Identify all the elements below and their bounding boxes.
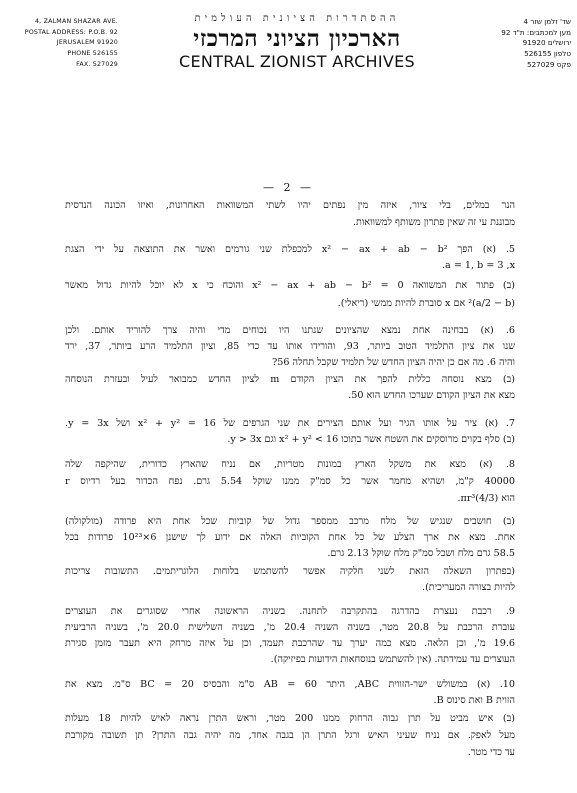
text-line: מבוננת עי זה שאין פתרון משותף למשוואות. <box>352 217 515 228</box>
archive-logo <box>170 13 424 71</box>
question-10b-line: (ב) איש מביט על תרן גבוה הרחוק ממנו 200 מטר, וראש התרן נראה לאיש להיות 18 מעלות <box>65 713 515 724</box>
address-line: FAX. 527029 <box>76 60 118 68</box>
address-line: מען למכתבים: ת"ד 92 <box>501 27 571 37</box>
question-8b-line: (ב) חושבים שנגיש של מלח מרכב ממספר גדול של קוביות שכל אחת היא פרודה (מולקולה) <box>65 516 515 527</box>
organization-tagline: ההסתדרות הציונית העולמית <box>194 13 400 24</box>
question-6a-line: והיה 6. מה אם כן יהיה הציון החדש של תלמיד שקבל תחלה 56? <box>272 357 515 368</box>
question-8a-line: 8. (א) מצא את משקל הארץ במונות מטריות, אם נניח שהארץ כדורית, שהיקפה שלה <box>65 459 515 470</box>
address-hebrew <box>453 17 571 71</box>
question-7a-line: 7. (א) ציר על אותו הגיר ועל אותם הצירים את שני הגרפים של x² + y² = 16 ושל y = 3x. <box>65 418 515 429</box>
archive-name-english: CENTRAL ZIONIST ARCHIVES <box>178 52 415 71</box>
text-line: הנר במלים, בלי ציור, איזה מין נפתים יהיו לשתי המשוואות האחרונות, ואיזו הכונה הנדסית <box>65 200 515 211</box>
question-7b-line: (ב) סלף בקוים מרוסקים את השטח אשר בתוכו x² + y² < 16 וגם y > 3x. <box>227 434 515 445</box>
question-9-line: 9. רכבת נעצרת בהדרגה בהתקרבה לתחנה. בשניה הראשונה אחרי שסוגרים את העוצרים <box>65 606 515 617</box>
address-line: POSTAL ADDRESS: P.O.B. 92 <box>24 28 118 36</box>
question-10a-line: 10. (א) במשולש ישר-הזווית ABC, היתר AB = 60 ס"מ והבסיס BC = 20 ס"מ. מצא את <box>65 679 515 690</box>
question-8a-line: 40000 ק"מ, ושהיא מחמר אשר כל סמ"ק ממנו שוקל 5.54 גרם. נפח הכדור בעל רדיוס r <box>65 476 515 487</box>
question-5b-line: (a/2 − b)² אם x סוברת להיות ממשי (ריאלי). <box>337 298 515 309</box>
question-6b-line: מצא את הציון הקודם שערכו החדש הוא 50. <box>348 390 515 401</box>
archive-name-hebrew: הארכיון הציוני המרכזי <box>193 25 401 52</box>
question-9-line: העוצרים עד עמידתה. (אין להשתמש בנוסחאות הידועות בפיזיקה). <box>270 654 515 665</box>
question-9-line: עוברת הרכבת על 20.8 מטר, בשניה השניה 20.4 מ', בשניה השלישית 20.0 מ', בשניה הרביעית <box>65 622 515 633</box>
address-line: 4, ZALMAN SHAZAR AVE. <box>34 18 118 25</box>
question-5a-line: 5. (א) הפך x² − ax + ab − b² למכפלת שני גורמים ואשר את התוצאה על ידי הצגת <box>65 244 515 255</box>
address-line: ירושלים 91920 <box>522 38 571 48</box>
page-number: — 2 — <box>263 181 314 194</box>
question-8a-line: הוא (4/3)πr³. <box>457 493 515 504</box>
question-10b-line: עד כדי מטר. <box>467 747 515 758</box>
question-8-note-line: להיות בצורה המעריכית). <box>422 582 515 593</box>
question-5a-line: a = 1, b = 3 ,x. <box>441 260 515 271</box>
address-line: PHONE 526155 <box>67 50 118 58</box>
letterhead <box>0 0 577 90</box>
address-english <box>6 17 118 71</box>
address-line: פקס 527029 <box>527 59 571 69</box>
question-10b-line: מעל לאפק. אם נניח שעיני האיש ורגל התרן הן בגבה אחד, מה יהיה גבה התרן? תן תשובה מקורבת <box>65 730 515 741</box>
question-6a-line: שנו את ציון התלמיד הטוב ביותר, 93, והורידו אותו עד כדי 85, וציון התלמיד הרע ביותר, 37, ירד <box>65 341 515 352</box>
question-5b-line: (ב) פתור את המשוואה x² − ax + ab − b² = 0 והוכח כי x לא יוכל להיות גדול מאשר <box>65 280 515 291</box>
question-9-line: 19.6 מ', וכן הלאה. מצא כמה יערך עד שהרכבת תעמד, וכן על איזה מרחק היא תעבר מזמן סגירת <box>65 638 515 649</box>
question-10a-line: הזוית B ואת סינוס B. <box>433 695 515 706</box>
address-line: שד' זלמן שזר 4 <box>523 17 571 26</box>
question-8-note-line: (בפתרון השאלה הזאת לשני חלקיה אפשר להשתמש בלוחות הלוגריתמים. התשובות צריכות <box>65 566 515 577</box>
address-line: JERUSALEM 91920 <box>56 39 118 47</box>
address-line: טלפון 526155 <box>524 49 571 59</box>
question-8b-line: אחת. מצא את ארך הצלע של כל אחת הקוביות האלה אם ידוע לך שישנן 6×10²³ פרודות בכל <box>65 532 515 543</box>
question-6b-line: (ב) מצא נוסחה כללית להפך את הציון הקודם m לציון החדש כמבואר לעיל ובעזרת הנוסחה <box>65 374 515 385</box>
question-6a-line: 6. (א) בבחינה אחת נמצא שהציונים שנתנו היו נכוחים מדי והיה צרך להוריד אותם. ולכן <box>65 325 515 336</box>
question-8b-line: 58.5 גרם מלח ושכל סמ"ק מלח שוקל 2.13 גרם. <box>327 548 515 559</box>
